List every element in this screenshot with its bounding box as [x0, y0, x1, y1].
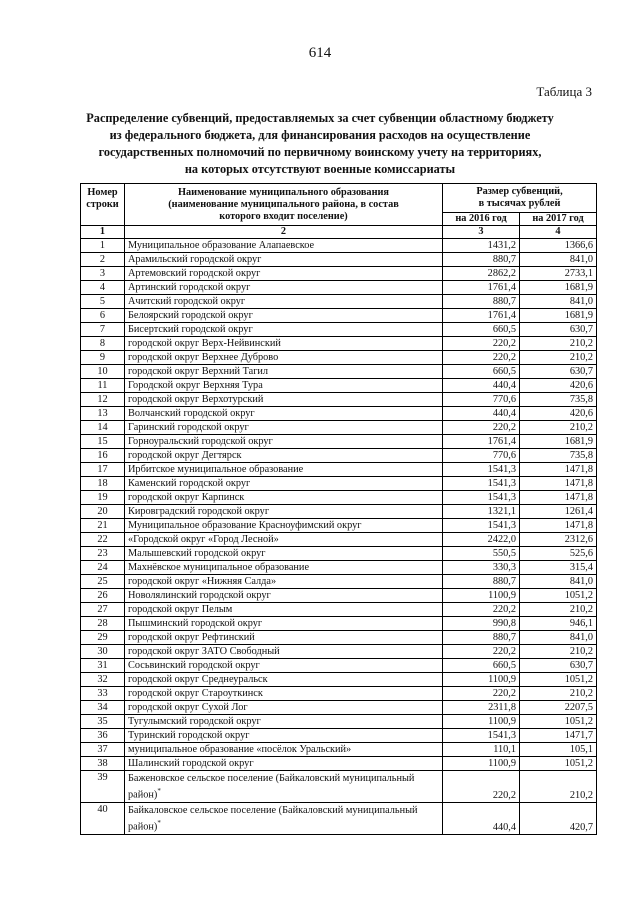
row-number-cell: 35 [81, 715, 125, 729]
name-text: район) [128, 821, 158, 833]
value-2016-cell: 330,3 [443, 561, 520, 575]
header-text: Размер субвенций, [476, 186, 563, 197]
footnote-mark: * [157, 787, 161, 795]
value-2017-cell: 105,1 [520, 743, 597, 757]
value-2016-cell: 1761,4 [443, 281, 520, 295]
value-2016-cell: 1541,3 [443, 729, 520, 743]
municipality-name-cell: Ирбитское муниципальное образование [125, 463, 443, 477]
value-2016-cell: 2311,8 [443, 701, 520, 715]
row-number-cell: 18 [81, 477, 125, 491]
value-2017-cell: 630,7 [520, 365, 597, 379]
value-2016-cell: 1321,1 [443, 505, 520, 519]
row-number-cell: 36 [81, 729, 125, 743]
row-number-cell: 7 [81, 323, 125, 337]
value-2017-cell: 210,2 [520, 645, 597, 659]
row-number-cell: 40 [81, 803, 125, 835]
row-number-cell: 27 [81, 603, 125, 617]
value-2016-cell: 660,5 [443, 659, 520, 673]
value-2016-cell: 2862,2 [443, 267, 520, 281]
value-2016-cell: 1761,4 [443, 435, 520, 449]
municipality-name-cell: городской округ «Нижняя Салда» [125, 575, 443, 589]
table-row [81, 519, 597, 533]
row-number-cell: 9 [81, 351, 125, 365]
table-row [81, 295, 597, 309]
table-row [81, 701, 597, 715]
value-2016-cell: 1541,3 [443, 463, 520, 477]
municipality-name-cell: Белоярский городской округ [125, 309, 443, 323]
municipality-name-cell [125, 771, 443, 803]
table-row [81, 421, 597, 435]
municipality-name-cell [125, 803, 443, 835]
value-2017-cell: 841,0 [520, 253, 597, 267]
table-row [81, 407, 597, 421]
value-2017-cell: 1366,6 [520, 239, 597, 253]
municipality-name-cell: Ачитский городской округ [125, 295, 443, 309]
value-2016-cell: 110,1 [443, 743, 520, 757]
municipality-name-cell: городской округ Верхнее Дуброво [125, 351, 443, 365]
row-number-cell: 15 [81, 435, 125, 449]
value-2016-cell: 1100,9 [443, 757, 520, 771]
row-number-cell: 26 [81, 589, 125, 603]
table-row [81, 803, 597, 835]
header-text: Наименование муниципального образования [177, 187, 389, 198]
value-2017-cell: 525,6 [520, 547, 597, 561]
table-row [81, 463, 597, 477]
table-row [81, 365, 597, 379]
header-year-2017: на 2017 год [520, 213, 597, 226]
municipality-name-cell: Малышевский городской округ [125, 547, 443, 561]
value-2016-cell: 220,2 [443, 603, 520, 617]
value-2017-cell: 210,2 [520, 687, 597, 701]
row-number-cell: 31 [81, 659, 125, 673]
value-2017-cell: 1681,9 [520, 309, 597, 323]
value-2017-cell: 735,8 [520, 393, 597, 407]
value-2017-cell: 735,8 [520, 449, 597, 463]
value-2017-cell: 630,7 [520, 659, 597, 673]
value-2017-cell: 1681,9 [520, 435, 597, 449]
table-row [81, 533, 597, 547]
municipality-name-cell: городской округ Верхотурский [125, 393, 443, 407]
value-2017-cell: 841,0 [520, 295, 597, 309]
municipality-name-cell: Махнёвское муниципальное образование [125, 561, 443, 575]
value-2017-cell: 210,2 [520, 603, 597, 617]
row-number-cell: 38 [81, 757, 125, 771]
municipality-name-cell: Арамильский городской округ [125, 253, 443, 267]
name-line [128, 785, 439, 801]
value-2016-cell: 550,5 [443, 547, 520, 561]
row-number-cell: 17 [81, 463, 125, 477]
row-number-cell: 1 [81, 239, 125, 253]
table-row [81, 267, 597, 281]
municipality-name-cell: Сосьвинский городской округ [125, 659, 443, 673]
municipality-name-cell: городской округ Верх-Нейвинский [125, 337, 443, 351]
table-row [81, 561, 597, 575]
row-number-cell: 29 [81, 631, 125, 645]
row-number-cell: 5 [81, 295, 125, 309]
municipality-name-cell: Волчанский городской округ [125, 407, 443, 421]
row-number-cell: 14 [81, 421, 125, 435]
value-2017-cell: 1471,7 [520, 729, 597, 743]
value-2017-cell: 1051,2 [520, 757, 597, 771]
value-2016-cell: 880,7 [443, 295, 520, 309]
municipality-name-cell: городской округ ЗАТО Свободный [125, 645, 443, 659]
value-2016-cell: 880,7 [443, 631, 520, 645]
table-row [81, 505, 597, 519]
table-row [81, 729, 597, 743]
value-2017-cell: 210,2 [520, 351, 597, 365]
column-index-row [81, 226, 597, 239]
title-line: из федерального бюджета, для финансирования расходов на осуществление [109, 128, 531, 142]
municipality-name-cell: Пышминский городской округ [125, 617, 443, 631]
value-2017-cell: 1681,9 [520, 281, 597, 295]
header-text: (наименование муниципального района, в состав [168, 199, 399, 210]
table-label: Таблица 3 [536, 84, 592, 99]
value-2016-cell: 1541,3 [443, 519, 520, 533]
header-row-number [81, 184, 125, 226]
value-2016-cell: 1541,3 [443, 491, 520, 505]
municipality-name-cell: Бисертский городской округ [125, 323, 443, 337]
municipality-name-cell: Горноуральский городской округ [125, 435, 443, 449]
name-text: район) [128, 789, 158, 801]
table-row [81, 771, 597, 803]
municipality-name-cell: Городской округ Верхняя Тура [125, 379, 443, 393]
value-2016-cell: 1100,9 [443, 589, 520, 603]
value-2016-cell: 660,5 [443, 365, 520, 379]
header-subvention-size [443, 184, 597, 213]
value-2017-cell: 1051,2 [520, 715, 597, 729]
table-row [81, 253, 597, 267]
header-text: которого входит поселение) [219, 211, 348, 222]
value-2017-cell: 841,0 [520, 575, 597, 589]
value-2017-cell: 2207,5 [520, 701, 597, 715]
header-text: Номер [87, 187, 118, 198]
row-number-cell: 19 [81, 491, 125, 505]
column-index: 2 [125, 226, 443, 239]
table-row [81, 715, 597, 729]
value-2017-cell: 1471,8 [520, 519, 597, 533]
municipality-name-cell: Каменский городской округ [125, 477, 443, 491]
value-2016-cell: 220,2 [443, 771, 520, 803]
municipality-name-cell: Муниципальное образование Алапаевское [125, 239, 443, 253]
table-row [81, 337, 597, 351]
value-2017-cell: 420,6 [520, 407, 597, 421]
row-number-cell: 23 [81, 547, 125, 561]
header-municipality-name [125, 184, 443, 226]
column-index: 1 [81, 226, 125, 239]
municipality-name-cell: Новолялинский городской округ [125, 589, 443, 603]
value-2017-cell: 1051,2 [520, 673, 597, 687]
value-2017-cell: 1471,8 [520, 463, 597, 477]
value-2017-cell: 2312,6 [520, 533, 597, 547]
table-row [81, 589, 597, 603]
table-body [81, 239, 597, 835]
municipality-name-cell: городской округ Верхний Тагил [125, 365, 443, 379]
table-row [81, 743, 597, 757]
value-2016-cell: 2422,0 [443, 533, 520, 547]
row-number-cell: 22 [81, 533, 125, 547]
value-2017-cell: 1471,8 [520, 491, 597, 505]
row-number-cell: 16 [81, 449, 125, 463]
row-number-cell: 25 [81, 575, 125, 589]
value-2016-cell: 440,4 [443, 803, 520, 835]
municipality-name-cell: Гаринский городской округ [125, 421, 443, 435]
table-row [81, 435, 597, 449]
table-row [81, 617, 597, 631]
value-2017-cell: 841,0 [520, 631, 597, 645]
value-2017-cell: 630,7 [520, 323, 597, 337]
column-index: 4 [520, 226, 597, 239]
title-line: Распределение субвенций, предоставляемых за счет субвенции областному бюджету [86, 111, 554, 125]
municipality-name-cell: городской округ Среднеуральск [125, 673, 443, 687]
table-row [81, 645, 597, 659]
municipality-name-cell: городской округ Дегтярск [125, 449, 443, 463]
value-2016-cell: 770,6 [443, 449, 520, 463]
row-number-cell: 10 [81, 365, 125, 379]
row-number-cell: 28 [81, 617, 125, 631]
row-number-cell: 13 [81, 407, 125, 421]
municipality-name-cell: городской округ Староуткинск [125, 687, 443, 701]
table-row [81, 491, 597, 505]
value-2016-cell: 220,2 [443, 337, 520, 351]
row-number-cell: 33 [81, 687, 125, 701]
title-line: государственных полномочий по первичному воинскому учету на территориях, [98, 145, 542, 159]
value-2016-cell: 220,2 [443, 645, 520, 659]
value-2017-cell: 210,2 [520, 421, 597, 435]
value-2017-cell: 946,1 [520, 617, 597, 631]
value-2016-cell: 770,6 [443, 393, 520, 407]
municipality-name-cell: Артемовский городской округ [125, 267, 443, 281]
value-2017-cell: 210,2 [520, 771, 597, 803]
row-number-cell: 2 [81, 253, 125, 267]
table-row [81, 547, 597, 561]
table-row [81, 379, 597, 393]
municipality-name-cell: Муниципальное образование Красноуфимский округ [125, 519, 443, 533]
value-2017-cell: 315,4 [520, 561, 597, 575]
row-number-cell: 20 [81, 505, 125, 519]
table-row [81, 477, 597, 491]
value-2017-cell: 420,6 [520, 379, 597, 393]
table-row [81, 673, 597, 687]
header-text: в тысячах рублей [478, 198, 561, 209]
value-2016-cell: 1100,9 [443, 673, 520, 687]
table-row [81, 239, 597, 253]
table-row [81, 393, 597, 407]
table-row [81, 631, 597, 645]
municipality-name-cell: городской округ Рефтинский [125, 631, 443, 645]
value-2016-cell: 440,4 [443, 407, 520, 421]
document-title [60, 110, 580, 178]
row-number-cell: 3 [81, 267, 125, 281]
municipality-name-cell: Тугулымский городской округ [125, 715, 443, 729]
value-2016-cell: 220,2 [443, 421, 520, 435]
value-2017-cell: 210,2 [520, 337, 597, 351]
row-number-cell: 34 [81, 701, 125, 715]
subventions-table [80, 183, 597, 835]
table-row [81, 757, 597, 771]
table-row [81, 351, 597, 365]
municipality-name-cell: городской округ Сухой Лог [125, 701, 443, 715]
name-line: Байкаловское сельское поселение (Байкаловский муниципальный [128, 805, 418, 816]
title-line: на которых отсутствуют военные комиссариаты [184, 162, 456, 176]
row-number-cell: 8 [81, 337, 125, 351]
municipality-name-cell: городской округ Пелым [125, 603, 443, 617]
municipality-name-cell: Артинский городской округ [125, 281, 443, 295]
name-line [128, 817, 439, 833]
name-line: Баженовское сельское поселение (Байкаловский муниципальный [128, 773, 415, 784]
page-number: 614 [308, 45, 332, 61]
row-number-cell: 30 [81, 645, 125, 659]
municipality-name-cell: Шалинский городской округ [125, 757, 443, 771]
column-index: 3 [443, 226, 520, 239]
row-number-cell: 32 [81, 673, 125, 687]
table-row [81, 281, 597, 295]
value-2017-cell: 1261,4 [520, 505, 597, 519]
table-row [81, 659, 597, 673]
value-2016-cell: 1541,3 [443, 477, 520, 491]
table-row [81, 449, 597, 463]
row-number-cell: 24 [81, 561, 125, 575]
row-number-cell: 37 [81, 743, 125, 757]
value-2017-cell: 420,7 [520, 803, 597, 835]
table-row [81, 323, 597, 337]
value-2016-cell: 1100,9 [443, 715, 520, 729]
value-2016-cell: 1431,2 [443, 239, 520, 253]
value-2017-cell: 1471,8 [520, 477, 597, 491]
row-number-cell: 21 [81, 519, 125, 533]
value-2016-cell: 990,8 [443, 617, 520, 631]
header-year-2016: на 2016 год [443, 213, 520, 226]
row-number-cell: 6 [81, 309, 125, 323]
municipality-name-cell: Кировградский городской округ [125, 505, 443, 519]
value-2016-cell: 880,7 [443, 575, 520, 589]
municipality-name-cell: муниципальное образование «посёлок Уральский» [125, 743, 443, 757]
value-2016-cell: 440,4 [443, 379, 520, 393]
row-number-cell: 4 [81, 281, 125, 295]
header-text: строки [86, 199, 119, 210]
value-2016-cell: 220,2 [443, 687, 520, 701]
table-row [81, 309, 597, 323]
table-row [81, 687, 597, 701]
value-2016-cell: 1761,4 [443, 309, 520, 323]
footnote-mark: * [157, 819, 161, 827]
value-2016-cell: 880,7 [443, 253, 520, 267]
value-2016-cell: 220,2 [443, 351, 520, 365]
municipality-name-cell: Туринский городской округ [125, 729, 443, 743]
table-row [81, 603, 597, 617]
value-2016-cell: 660,5 [443, 323, 520, 337]
value-2017-cell: 1051,2 [520, 589, 597, 603]
row-number-cell: 12 [81, 393, 125, 407]
value-2017-cell: 2733,1 [520, 267, 597, 281]
row-number-cell: 39 [81, 771, 125, 803]
municipality-name-cell: «Городской округ «Город Лесной» [125, 533, 443, 547]
row-number-cell: 11 [81, 379, 125, 393]
table-row [81, 575, 597, 589]
municipality-name-cell: городской округ Карпинск [125, 491, 443, 505]
